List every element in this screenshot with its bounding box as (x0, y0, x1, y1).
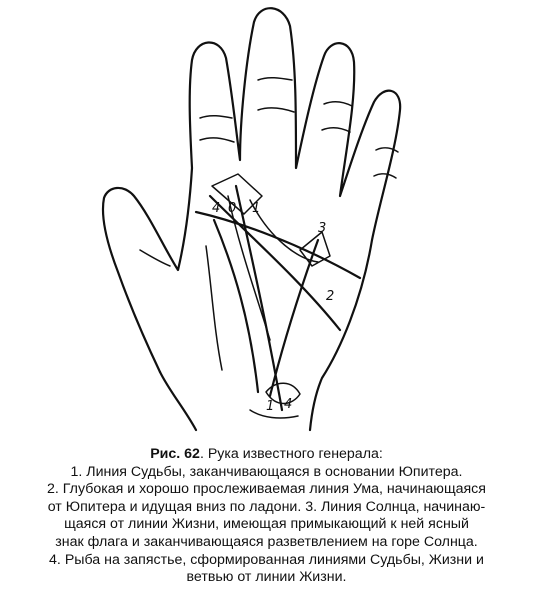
caption-line-5: знак флага и заканчивающаяся разветвлением на горе Солнца. (55, 533, 478, 550)
thumb-crease (140, 250, 170, 266)
marker-3: 3 (318, 221, 327, 236)
middle-crease-1 (258, 78, 292, 80)
index-crease-2 (200, 138, 234, 142)
caption-line-4: щаяся от линии Жизни, имеющая примыкающий к ней ясный (64, 516, 469, 533)
caption-line-7: ветвью от линии Жизни. (186, 569, 347, 586)
middle-crease-2 (258, 108, 294, 112)
ring-crease-1 (324, 102, 352, 106)
little-crease-1 (376, 148, 398, 152)
caption-line-2: 2. Глубокая и хорошо прослеживаемая линия Ума, начинающаяся (47, 481, 486, 498)
little-crease-2 (374, 174, 396, 178)
caption-line-6: 4. Рыба на запястье, сформированная линиями Судьбы, Жизни и (49, 551, 484, 568)
caption-title: . Рука известного генерала: (199, 446, 383, 462)
wrist-left-edge (160, 372, 196, 430)
marker-2: 2 (326, 289, 335, 304)
line-branch-c (206, 246, 222, 370)
line-branch-a (228, 196, 270, 340)
heart-line (196, 212, 360, 278)
marker-0: 0 (228, 201, 237, 216)
hand-outline (103, 8, 400, 430)
figure-caption (4, 446, 529, 587)
marker-4-lower: 4 (284, 397, 293, 412)
index-crease-1 (200, 116, 232, 118)
marker-1: 1 (252, 201, 261, 216)
caption-line-1: 1. Линия Судьбы, заканчивающаяся в основании Юпитера. (70, 463, 463, 480)
caption-line-3: от Юпитера и идущая вниз по ладони. 3. Линия Солнца, начинаю- (47, 498, 486, 515)
marker-4-upper: 4 (212, 201, 221, 216)
ring-crease-2 (322, 128, 350, 132)
caption-figure-number: Рис. 62 (150, 446, 200, 462)
caption-heading (4, 446, 529, 464)
marker-1-lower: 1 (266, 399, 275, 414)
